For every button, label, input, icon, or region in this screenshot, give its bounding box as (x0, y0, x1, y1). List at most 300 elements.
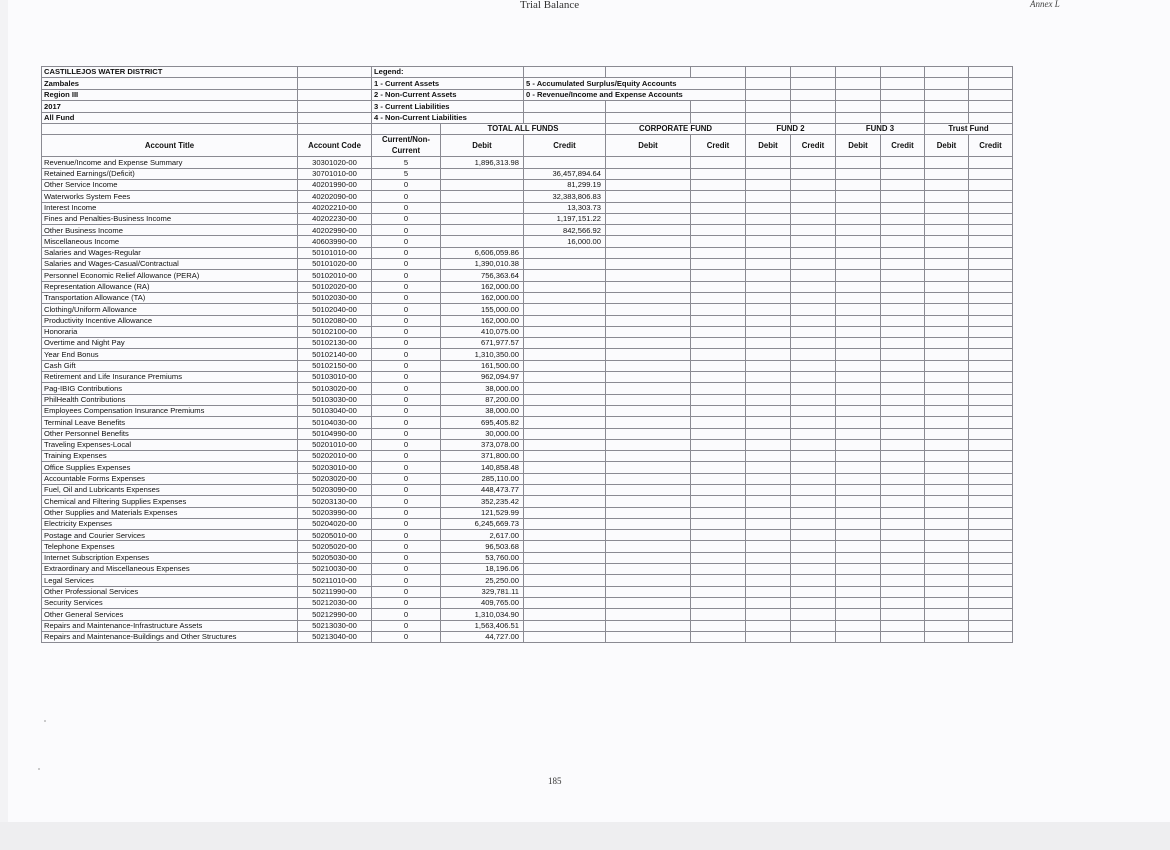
empty-cell (791, 168, 836, 179)
empty-cell (969, 417, 1013, 428)
empty-cell (836, 349, 881, 360)
account-code: 50104030-00 (298, 417, 372, 428)
account-code: 40603990-00 (298, 236, 372, 247)
empty-cell (791, 270, 836, 281)
scan-margin (0, 822, 1170, 850)
empty-cell (791, 530, 836, 541)
table-row (42, 541, 1013, 552)
total-debit: 6,245,669.73 (441, 518, 524, 529)
empty-cell (969, 247, 1013, 258)
empty-cell (606, 518, 691, 529)
current-noncurrent: 0 (372, 326, 441, 337)
empty-cell (836, 405, 881, 416)
header-account-code: Account Code (298, 135, 372, 157)
table-row (42, 451, 1013, 462)
current-noncurrent: 0 (372, 349, 441, 360)
empty-cell (746, 451, 791, 462)
current-noncurrent: 0 (372, 496, 441, 507)
table-row (42, 157, 1013, 168)
account-title: Repairs and Maintenance-Infrastructure Assets (42, 620, 298, 631)
empty-cell (691, 315, 746, 326)
empty-cell (881, 631, 925, 642)
empty-cell (969, 564, 1013, 575)
empty-cell (881, 609, 925, 620)
empty-cell (791, 484, 836, 495)
total-credit (524, 575, 606, 586)
empty-cell (925, 179, 969, 190)
province: Zambales (42, 78, 298, 89)
empty-cell (791, 191, 836, 202)
current-noncurrent: 0 (372, 281, 441, 292)
scan-speck (44, 720, 46, 722)
empty-cell (881, 473, 925, 484)
legend-item: 2 - Non-Current Assets (372, 89, 524, 100)
empty-cell (925, 518, 969, 529)
total-credit: 36,457,894.64 (524, 168, 606, 179)
total-debit (441, 179, 524, 190)
empty-cell (881, 179, 925, 190)
total-debit: 329,781.11 (441, 586, 524, 597)
empty-cell (836, 507, 881, 518)
empty-cell (746, 372, 791, 383)
header-debit: Debit (606, 135, 691, 157)
table-row (42, 225, 1013, 236)
empty-cell (691, 168, 746, 179)
account-code: 50102080-00 (298, 315, 372, 326)
empty-cell (691, 564, 746, 575)
empty-cell (691, 541, 746, 552)
empty-cell (925, 315, 969, 326)
empty-cell (881, 439, 925, 450)
empty-cell (969, 609, 1013, 620)
table-row (42, 631, 1013, 642)
account-code: 50101010-00 (298, 247, 372, 258)
empty-cell (836, 372, 881, 383)
table-row (42, 259, 1013, 270)
empty-cell (691, 473, 746, 484)
total-credit: 13,303.73 (524, 202, 606, 213)
current-noncurrent: 0 (372, 518, 441, 529)
table-row (42, 383, 1013, 394)
empty-cell (746, 597, 791, 608)
table-row (42, 360, 1013, 371)
total-credit (524, 360, 606, 371)
total-debit: 6,606,059.86 (441, 247, 524, 258)
empty-cell (606, 270, 691, 281)
total-credit (524, 439, 606, 450)
empty-cell (925, 507, 969, 518)
table-row (42, 484, 1013, 495)
empty-cell (746, 236, 791, 247)
account-title: Other Supplies and Materials Expenses (42, 507, 298, 518)
total-credit (524, 541, 606, 552)
total-debit: 352,235.42 (441, 496, 524, 507)
empty-cell (606, 564, 691, 575)
total-debit: 2,617.00 (441, 530, 524, 541)
total-credit (524, 451, 606, 462)
empty-cell (791, 157, 836, 168)
table-row (42, 575, 1013, 586)
account-title: Other Personnel Benefits (42, 428, 298, 439)
empty-cell (925, 157, 969, 168)
empty-cell (836, 575, 881, 586)
empty-cell (836, 360, 881, 371)
total-debit: 121,529.99 (441, 507, 524, 518)
empty-cell (691, 383, 746, 394)
empty-cell (969, 315, 1013, 326)
account-code: 50102010-00 (298, 270, 372, 281)
empty-cell (969, 586, 1013, 597)
account-title: Fines and Penalties-Business Income (42, 213, 298, 224)
total-credit (524, 518, 606, 529)
current-noncurrent: 0 (372, 439, 441, 450)
empty-cell (925, 394, 969, 405)
empty-cell (969, 518, 1013, 529)
empty-cell (836, 462, 881, 473)
total-debit: 162,000.00 (441, 292, 524, 303)
current-noncurrent: 0 (372, 247, 441, 258)
empty-cell (606, 259, 691, 270)
account-code: 50213030-00 (298, 620, 372, 631)
empty-cell (881, 541, 925, 552)
empty-cell (836, 417, 881, 428)
total-debit: 30,000.00 (441, 428, 524, 439)
empty-cell (969, 552, 1013, 563)
empty-cell (969, 439, 1013, 450)
empty-cell (925, 620, 969, 631)
empty-cell (791, 405, 836, 416)
empty-cell (691, 609, 746, 620)
empty-cell (836, 473, 881, 484)
current-noncurrent: 0 (372, 428, 441, 439)
account-code: 50210030-00 (298, 564, 372, 575)
current-noncurrent: 0 (372, 270, 441, 281)
table-row (42, 247, 1013, 258)
empty-cell (691, 225, 746, 236)
current-noncurrent: 0 (372, 507, 441, 518)
empty-cell (606, 473, 691, 484)
empty-cell (606, 439, 691, 450)
empty-cell (791, 213, 836, 224)
total-debit: 756,363.64 (441, 270, 524, 281)
empty-cell (925, 304, 969, 315)
table-row (42, 462, 1013, 473)
header-fund2: FUND 2 (746, 123, 836, 134)
total-debit: 1,310,350.00 (441, 349, 524, 360)
account-title: Transportation Allowance (TA) (42, 292, 298, 303)
total-debit: 53,760.00 (441, 552, 524, 563)
account-code: 50103010-00 (298, 372, 372, 383)
empty-cell (746, 541, 791, 552)
empty-cell (925, 292, 969, 303)
empty-cell (791, 507, 836, 518)
account-title: Postage and Courier Services (42, 530, 298, 541)
empty-cell (606, 236, 691, 247)
account-title: Pag-IBIG Contributions (42, 383, 298, 394)
empty-cell (691, 484, 746, 495)
account-code: 50103040-00 (298, 405, 372, 416)
empty-cell (881, 552, 925, 563)
empty-cell (969, 575, 1013, 586)
empty-cell (791, 564, 836, 575)
empty-cell (791, 202, 836, 213)
empty-cell (746, 484, 791, 495)
empty-cell (746, 191, 791, 202)
region: Region III (42, 89, 298, 100)
empty-cell (881, 586, 925, 597)
empty-cell (881, 575, 925, 586)
empty-cell (969, 507, 1013, 518)
empty-cell (746, 609, 791, 620)
empty-cell (746, 439, 791, 450)
empty-cell (746, 360, 791, 371)
empty-cell (925, 236, 969, 247)
empty-cell (746, 179, 791, 190)
table-row (42, 439, 1013, 450)
empty-cell (925, 259, 969, 270)
account-title: Personnel Economic Relief Allowance (PERA) (42, 270, 298, 281)
empty-cell (746, 575, 791, 586)
empty-cell (691, 462, 746, 473)
account-code: 50204020-00 (298, 518, 372, 529)
total-credit: 1,197,151.22 (524, 213, 606, 224)
total-credit (524, 326, 606, 337)
empty-cell (791, 236, 836, 247)
current-noncurrent: 0 (372, 564, 441, 575)
account-code: 50102100-00 (298, 326, 372, 337)
header-credit: Credit (969, 135, 1013, 157)
empty-cell (791, 417, 836, 428)
empty-cell (836, 484, 881, 495)
empty-cell (746, 247, 791, 258)
empty-cell (746, 383, 791, 394)
empty-cell (836, 326, 881, 337)
empty-cell (836, 428, 881, 439)
table-row (42, 518, 1013, 529)
empty-cell (606, 484, 691, 495)
current-noncurrent: 0 (372, 179, 441, 190)
empty-cell (791, 597, 836, 608)
account-code: 50205020-00 (298, 541, 372, 552)
total-credit (524, 631, 606, 642)
total-debit: 410,075.00 (441, 326, 524, 337)
total-credit (524, 507, 606, 518)
empty-cell (691, 292, 746, 303)
total-credit (524, 394, 606, 405)
account-title: Accountable Forms Expenses (42, 473, 298, 484)
empty-cell (746, 168, 791, 179)
account-title: Salaries and Wages-Regular (42, 247, 298, 258)
account-code: 40202090-00 (298, 191, 372, 202)
empty-cell (925, 496, 969, 507)
account-code: 50203990-00 (298, 507, 372, 518)
account-title: Office Supplies Expenses (42, 462, 298, 473)
empty-cell (606, 451, 691, 462)
empty-cell (881, 462, 925, 473)
header-debit: Debit (746, 135, 791, 157)
current-noncurrent: 0 (372, 631, 441, 642)
table-row (42, 315, 1013, 326)
empty-cell (691, 451, 746, 462)
account-title: Productivity Incentive Allowance (42, 315, 298, 326)
current-noncurrent: 0 (372, 236, 441, 247)
table-row (42, 213, 1013, 224)
empty-cell (791, 360, 836, 371)
table-row (42, 270, 1013, 281)
empty-cell (969, 462, 1013, 473)
empty-cell (881, 213, 925, 224)
current-noncurrent: 0 (372, 292, 441, 303)
total-credit (524, 462, 606, 473)
empty-cell (691, 259, 746, 270)
empty-cell (881, 394, 925, 405)
empty-cell (691, 530, 746, 541)
empty-cell (691, 247, 746, 258)
empty-cell (746, 338, 791, 349)
empty-cell (746, 292, 791, 303)
empty-cell (606, 631, 691, 642)
total-credit (524, 620, 606, 631)
current-noncurrent: 5 (372, 157, 441, 168)
empty-cell (691, 586, 746, 597)
empty-cell (746, 213, 791, 224)
total-debit: 285,110.00 (441, 473, 524, 484)
empty-cell (746, 394, 791, 405)
empty-cell (969, 620, 1013, 631)
empty-cell (881, 191, 925, 202)
empty-cell (969, 541, 1013, 552)
total-credit: 16,000.00 (524, 236, 606, 247)
total-debit: 25,250.00 (441, 575, 524, 586)
empty-cell (691, 496, 746, 507)
account-title: Other General Services (42, 609, 298, 620)
empty-cell (881, 383, 925, 394)
account-title: Telephone Expenses (42, 541, 298, 552)
empty-cell (791, 247, 836, 258)
empty-cell (691, 326, 746, 337)
entity-name: CASTILLEJOS WATER DISTRICT (42, 67, 298, 78)
empty-cell (969, 394, 1013, 405)
empty-cell (791, 451, 836, 462)
account-code: 50101020-00 (298, 259, 372, 270)
empty-cell (746, 462, 791, 473)
header-credit: Credit (524, 135, 606, 157)
current-noncurrent: 0 (372, 213, 441, 224)
empty-cell (791, 179, 836, 190)
table-row (42, 473, 1013, 484)
empty-cell (836, 541, 881, 552)
total-debit: 1,390,010.38 (441, 259, 524, 270)
account-title: Miscellaneous Income (42, 236, 298, 247)
current-noncurrent: 0 (372, 609, 441, 620)
empty-cell (881, 157, 925, 168)
empty-cell (881, 484, 925, 495)
table-row (42, 620, 1013, 631)
empty-cell (746, 586, 791, 597)
empty-cell (925, 575, 969, 586)
table-row (42, 191, 1013, 202)
empty-cell (691, 281, 746, 292)
empty-cell (606, 586, 691, 597)
account-code: 50203090-00 (298, 484, 372, 495)
empty-cell (969, 292, 1013, 303)
empty-cell (746, 428, 791, 439)
total-credit (524, 349, 606, 360)
empty-cell (836, 609, 881, 620)
empty-cell (746, 473, 791, 484)
empty-cell (606, 462, 691, 473)
empty-cell (836, 518, 881, 529)
total-debit: 162,000.00 (441, 315, 524, 326)
header-trust-fund: Trust Fund (925, 123, 1013, 134)
empty-cell (836, 213, 881, 224)
table-row (42, 564, 1013, 575)
total-credit (524, 304, 606, 315)
empty-cell (881, 405, 925, 416)
empty-cell (791, 552, 836, 563)
current-noncurrent: 0 (372, 462, 441, 473)
empty-cell (969, 631, 1013, 642)
account-code: 50102130-00 (298, 338, 372, 349)
empty-cell (969, 405, 1013, 416)
current-noncurrent: 0 (372, 451, 441, 462)
empty-cell (925, 191, 969, 202)
empty-cell (606, 597, 691, 608)
account-title: Cash Gift (42, 360, 298, 371)
empty-cell (691, 439, 746, 450)
total-credit (524, 552, 606, 563)
total-credit (524, 281, 606, 292)
legend-item: 3 - Current Liabilities (372, 101, 524, 112)
empty-cell (746, 349, 791, 360)
account-title: Retirement and Life Insurance Premiums (42, 372, 298, 383)
empty-cell (606, 496, 691, 507)
empty-cell (606, 326, 691, 337)
total-credit (524, 383, 606, 394)
table-row (42, 304, 1013, 315)
total-credit (524, 417, 606, 428)
empty-cell (836, 225, 881, 236)
annex-label: Annex L (1030, 0, 1060, 9)
empty-cell (691, 338, 746, 349)
empty-cell (881, 451, 925, 462)
empty-cell (606, 383, 691, 394)
account-code: 30701010-00 (298, 168, 372, 179)
empty-cell (606, 394, 691, 405)
empty-cell (746, 259, 791, 270)
account-title: Overtime and Night Pay (42, 338, 298, 349)
empty-cell (925, 281, 969, 292)
legend-item: 0 - Revenue/Income and Expense Accounts (524, 89, 746, 100)
table-row (42, 552, 1013, 563)
empty-cell (746, 281, 791, 292)
account-code: 50205030-00 (298, 552, 372, 563)
empty-cell (606, 349, 691, 360)
account-code: 50203010-00 (298, 462, 372, 473)
empty-cell (881, 349, 925, 360)
total-debit: 44,727.00 (441, 631, 524, 642)
total-credit (524, 586, 606, 597)
header-corporate-fund: CORPORATE FUND (606, 123, 746, 134)
current-noncurrent: 0 (372, 338, 441, 349)
empty-cell (691, 518, 746, 529)
account-title: Representation Allowance (RA) (42, 281, 298, 292)
total-credit (524, 597, 606, 608)
empty-cell (791, 586, 836, 597)
total-debit: 371,800.00 (441, 451, 524, 462)
total-debit: 1,896,313.98 (441, 157, 524, 168)
table-row (42, 405, 1013, 416)
